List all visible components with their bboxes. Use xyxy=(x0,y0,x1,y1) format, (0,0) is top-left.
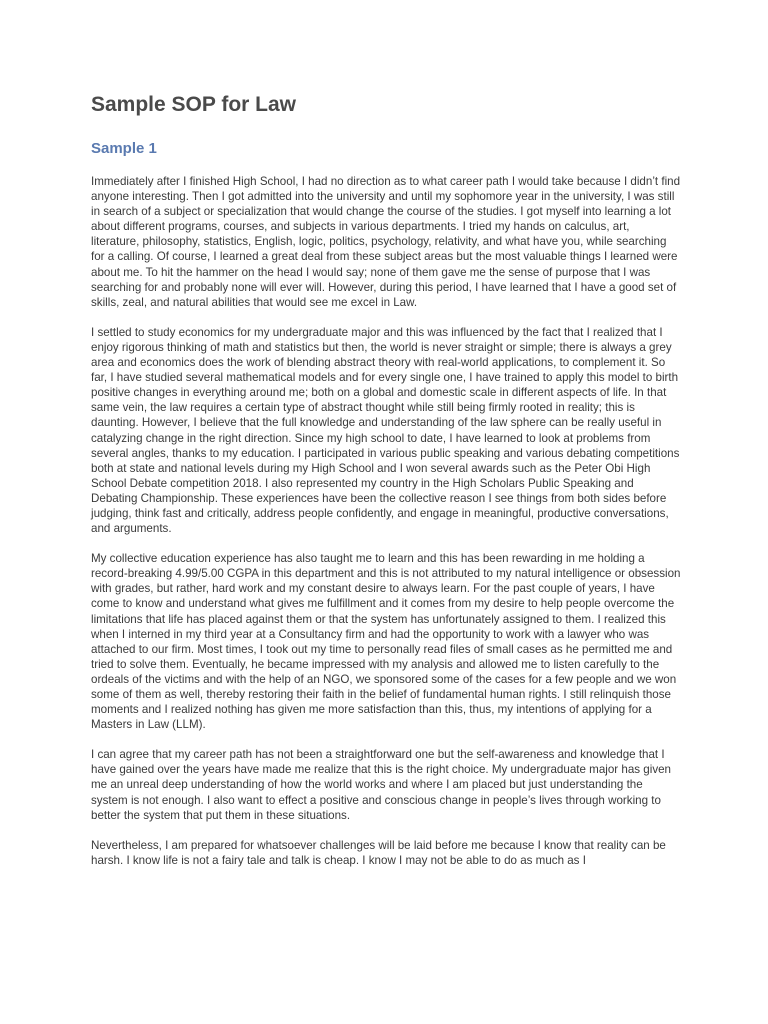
paragraph: My collective education experience has also taught me to learn and this has been rewarding in me holding a record-breaking 4.99/5.00 CGPA in this department and this is not attributed to my natural intelligence or obsession with grades, but rather, hard work and my constant desire to always learn. For the past couple of years, I have come to know and understand what gives me fulfillment and it comes from my desire to help people overcome the limitations that life has placed against them or that the system has unfortunately assigned to them. I realized this when I interned in my third year at a Consultancy firm and had the opportunity to work with a lawyer who was attached to our firm. Most times, I took out my time to personally read files of small cases as he permitted me and tried to solve them. Eventually, he became impressed with my analysis and allowed me to listen carefully to the ordeals of the victims and with the help of an NGO, we sponsored some of the cases for a few people and we won some of them as well, thereby restoring their faith in the belief of fundamental human rights. I still relinquish those moments and I realized nothing has given me more satisfaction than this, thus, my intentions of applying for a Masters in Law (LLM). xyxy=(91,552,681,732)
document-page xyxy=(91,92,681,883)
paragraph: I settled to study economics for my undergraduate major and this was influenced by the fact that I realized that I enjoy rigorous thinking of math and statistics but then, the world is never straight or simple; there is always a grey area and economics does the work of blending abstract theory with real-world applications, to complement it. So far, I have studied several mathematical models and for every single one, I have trained to apply this model to birth positive changes in everything around me; both on a global and domestic scale in different aspects of life. In that same vein, the law requires a certain type of abstract thought while still being firmly rooted in reality; this is daunting. However, I believe that the full knowledge and understanding of the law sphere can be really useful in catalyzing change in the right direction. Since my high school to date, I have learned to look at problems from several angles, thanks to my education. I participated in various public speaking and various debating competitions both at state and national levels during my High School and I won several awards such as the Peter Obi High School Debate competition 2018. I also represented my country in the High Scholars Public Speaking and Debating Championship. These experiences have been the collective reason I see things from both sides before judging, think fast and critically, address people confidently, and engage in meaningful, productive conversations, and arguments. xyxy=(91,325,680,536)
section-heading: Sample 1 xyxy=(91,140,157,157)
paragraph: Immediately after I finished High School, I had no direction as to what career path I would take because I didn’t find anyone interesting. Then I got admitted into the university and until my sophomore year in the university, I was still in search of a subject or specialization that would change the course of the studies. I got myself into learning a lot about different programs, courses, and subjects in various departments. I tried my hands on calculus, art, literature, philosophy, statistics, English, logic, politics, psychology, relativity, and what have you, while searching for a calling. Of course, I learned a great deal from these subject areas but the most valuable things I learned were about me. To hit the hammer on the head I would say; none of them gave me the sense of purpose that I was searching for and probably none will ever will. However, during this period, I have learned that I have a good set of skills, zeal, and natural abilities that would see me excel in Law. xyxy=(91,175,681,309)
document-title: Sample SOP for Law xyxy=(91,93,297,116)
paragraph: Nevertheless, I am prepared for whatsoever challenges will be laid before me because I know that reality can be harsh. I know life is not a fairy tale and talk is cheap. I know I may not be able to do as much as I xyxy=(91,838,666,867)
paragraph: I can agree that my career path has not been a straightforward one but the self-awareness and knowledge that I have gained over the years have made me realize that this is the right choice. My undergraduate major has given me an unreal deep understanding of how the world works and where I am placed but just understanding the system is not enough. I also want to effect a positive and conscious change in people’s lives through working to better the system that put them in these situations. xyxy=(91,748,672,822)
